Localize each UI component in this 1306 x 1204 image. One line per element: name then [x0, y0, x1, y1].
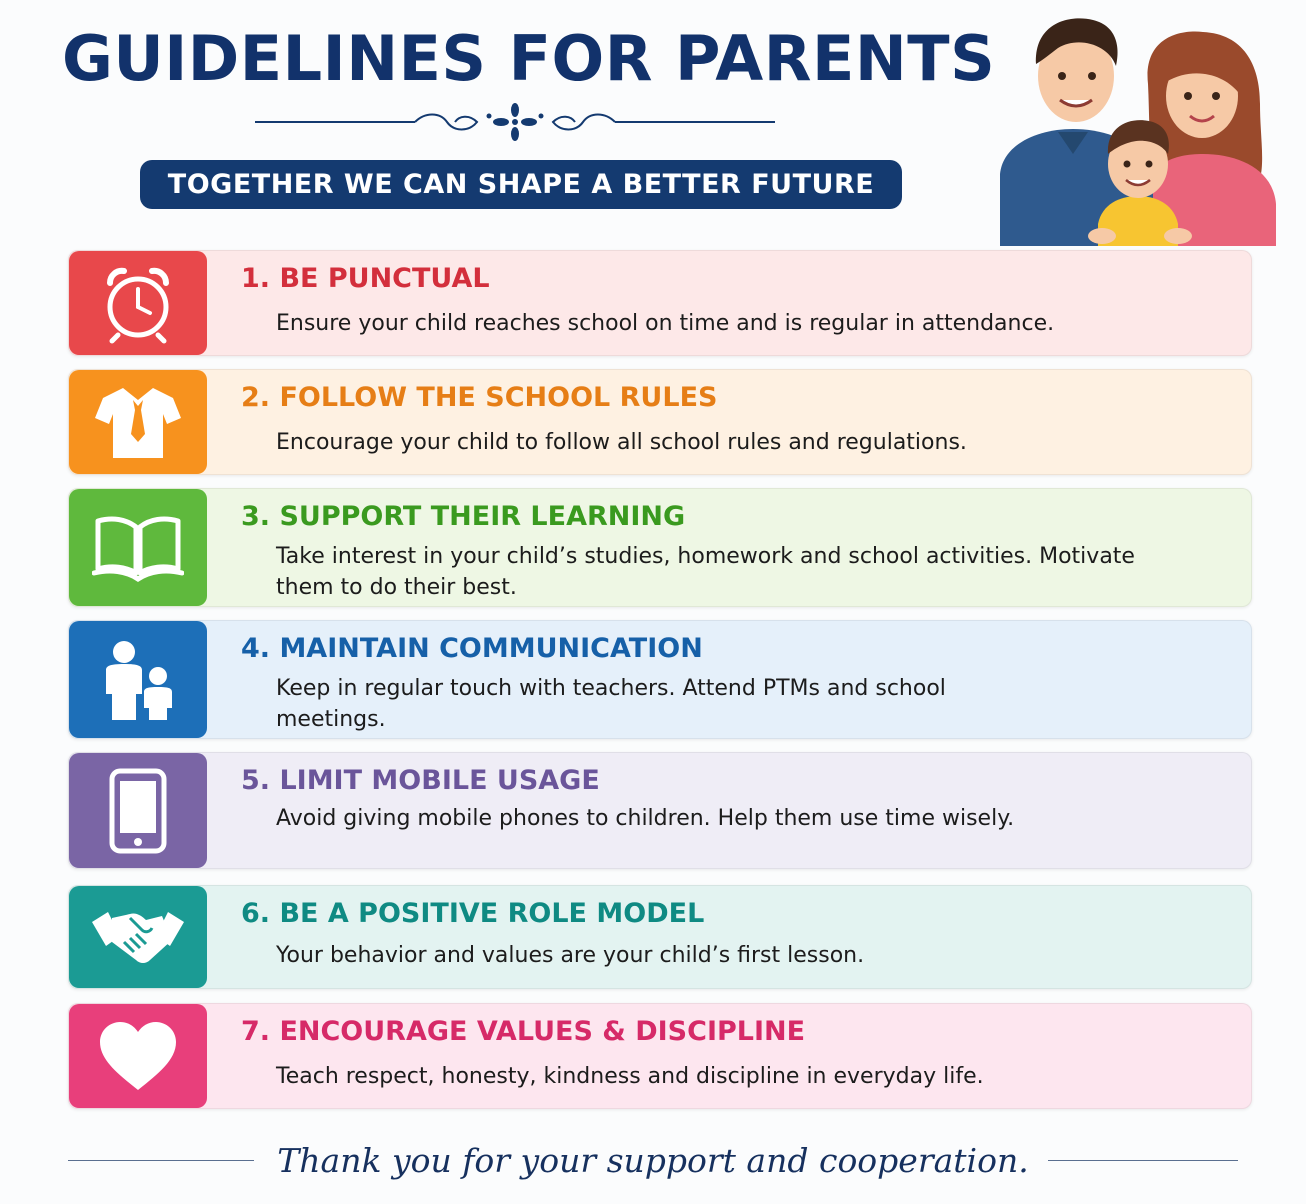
page-title: GUIDELINES FOR PARENTS — [62, 22, 996, 95]
guideline-description: Your behavior and values are your child’s first lesson. — [276, 943, 865, 968]
heart-icon — [98, 1020, 178, 1092]
guideline-description: Ensure your child reaches school on time and is regular in attendance. — [276, 311, 1055, 336]
footer-divider-left — [68, 1160, 254, 1161]
guideline-card-school-rules — [68, 369, 1252, 475]
guideline-icon-tile — [69, 621, 207, 738]
guideline-description: Avoid giving mobile phones to children. Help them use time wisely. — [276, 806, 1015, 831]
mobile-phone-icon — [108, 767, 168, 855]
footer-message: Thank you for your support and cooperation. — [277, 1140, 1029, 1180]
guideline-icon-tile — [69, 489, 207, 606]
guideline-card-mobile — [68, 752, 1252, 869]
guideline-heading: 3. SUPPORT THEIR LEARNING — [241, 501, 686, 532]
parent-child-icon — [96, 638, 180, 722]
guideline-card-communication — [68, 620, 1252, 739]
shirt-tie-icon — [93, 382, 183, 462]
guideline-heading: 7. ENCOURAGE VALUES & DISCIPLINE — [241, 1016, 806, 1047]
guideline-description: Keep in regular touch with teachers. Attend PTMs and school meetings. — [276, 676, 946, 732]
guideline-icon-tile — [69, 370, 207, 474]
alarm-clock-icon — [96, 261, 180, 345]
handshake-icon — [90, 902, 186, 972]
guideline-card-role-model — [68, 885, 1252, 989]
guideline-description: Teach respect, honesty, kindness and discipline in everyday life. — [276, 1064, 984, 1089]
footer — [268, 1132, 1038, 1188]
guideline-icon-tile — [69, 886, 207, 988]
guideline-icon-tile — [69, 753, 207, 868]
title-ornament — [255, 100, 775, 142]
guideline-heading: 2. FOLLOW THE SCHOOL RULES — [241, 382, 718, 413]
guideline-card-learning — [68, 488, 1252, 607]
guideline-icon-tile — [69, 251, 207, 355]
footer-divider-right — [1048, 1160, 1238, 1161]
guideline-card-values — [68, 1003, 1252, 1109]
guideline-heading: 1. BE PUNCTUAL — [241, 263, 490, 294]
guideline-heading: 5. LIMIT MOBILE USAGE — [241, 765, 600, 796]
guideline-description: Encourage your child to follow all school rules and regulations. — [276, 430, 967, 455]
guideline-icon-tile — [69, 1004, 207, 1108]
open-book-icon — [92, 513, 184, 583]
guideline-card-punctual — [68, 250, 1252, 356]
subtitle-banner: TOGETHER WE CAN SHAPE A BETTER FUTURE — [140, 160, 902, 209]
family-illustration — [998, 4, 1280, 246]
guideline-heading: 4. MAINTAIN COMMUNICATION — [241, 633, 703, 664]
guideline-heading: 6. BE A POSITIVE ROLE MODEL — [241, 898, 705, 929]
guideline-description: Take interest in your child’s studies, homework and school activities. Motivate them to do their best. — [276, 544, 1135, 600]
